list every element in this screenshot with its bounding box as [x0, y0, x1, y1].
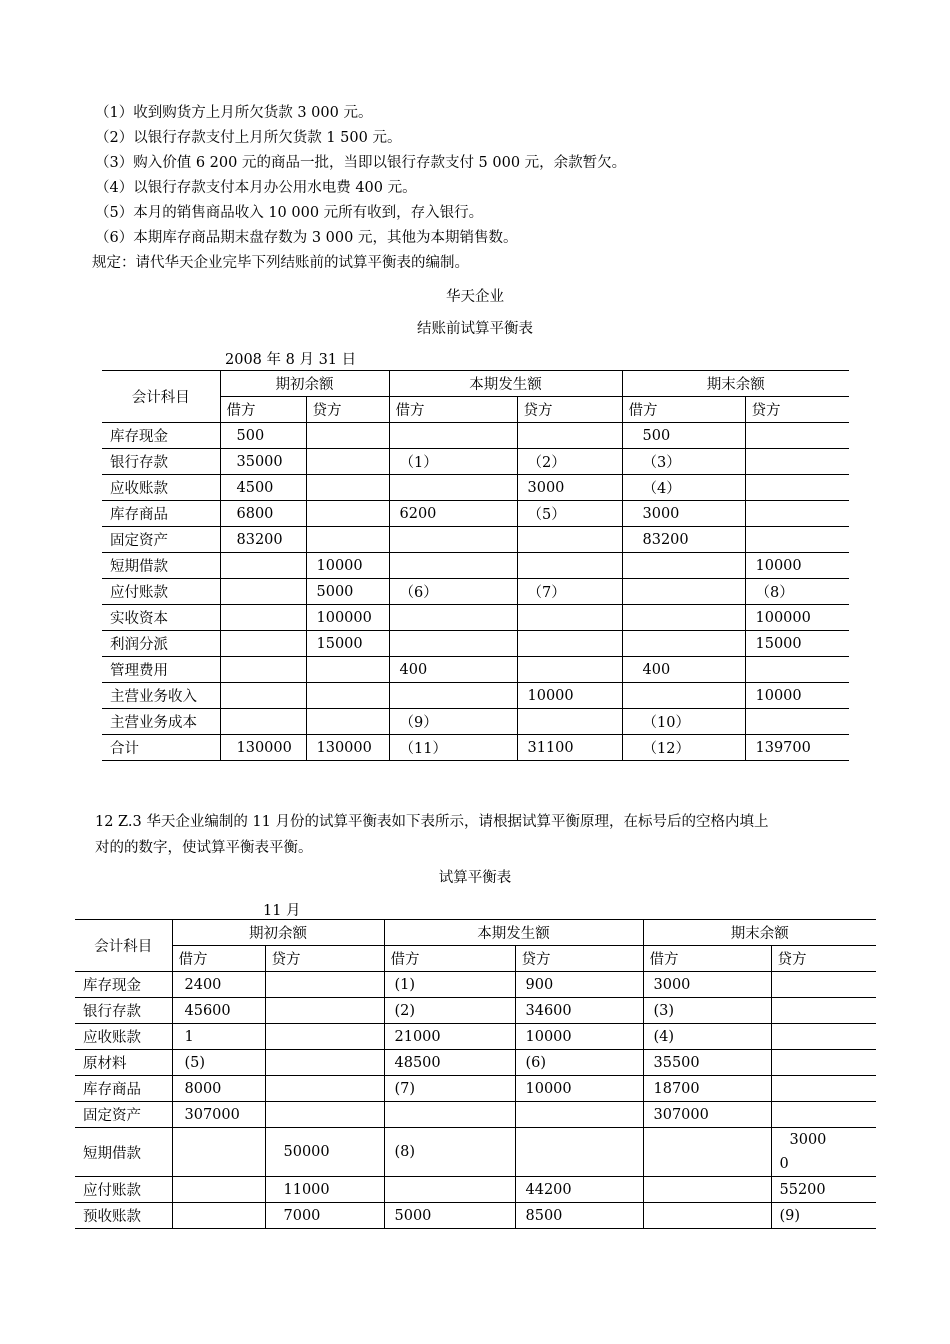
table-row: [102, 475, 849, 501]
period-credit-cell: 34600: [515, 998, 643, 1024]
header-debit: 借方: [643, 946, 771, 972]
account-cell: 库存商品: [75, 1076, 172, 1102]
table-row: [102, 709, 849, 735]
period-debit-cell: 6200: [389, 501, 517, 527]
closing-credit-cell: 139700: [745, 735, 849, 761]
closing-credit-cell: [745, 657, 849, 683]
intro-line-6: （6）本期库存商品期末盘存数为 3 000 元，其他为本期销售数。: [95, 230, 518, 246]
opening-credit-cell: [306, 683, 389, 709]
closing-debit-cell: 500: [622, 423, 745, 449]
closing-debit-cell: 83200: [622, 527, 745, 553]
closing-debit-cell: 35500: [643, 1050, 771, 1076]
closing-debit-cell: [622, 683, 745, 709]
account-cell: 库存商品: [102, 501, 220, 527]
trial-balance-table-2: [75, 919, 876, 1229]
header-closing-balance: 期末余额: [622, 371, 849, 397]
table-row: [102, 527, 849, 553]
period-debit-cell: [389, 527, 517, 553]
closing-debit-cell: 18700: [643, 1076, 771, 1102]
wrapped-value-line-2: 0: [779, 1156, 789, 1172]
closing-debit-cell: （3）: [622, 449, 745, 475]
account-cell: 主营业务收入: [102, 683, 220, 709]
table-row: [102, 501, 849, 527]
period-debit-cell: (8): [384, 1128, 515, 1177]
table-row: [75, 972, 876, 998]
header-debit: 借方: [389, 397, 517, 423]
closing-debit-cell: (4): [643, 1024, 771, 1050]
header-credit: 贷方: [517, 397, 622, 423]
header-credit: 贷方: [745, 397, 849, 423]
header-credit: 贷方: [265, 946, 384, 972]
table2-title: 试算平衡表: [438, 870, 512, 886]
period-debit-cell: (7): [384, 1076, 515, 1102]
table-row: [75, 1203, 876, 1229]
opening-debit-cell: [220, 683, 306, 709]
opening-credit-cell: [265, 972, 384, 998]
period-credit-cell: 10000: [515, 1024, 643, 1050]
requirement-line: 规定：请代华天企业完毕下列结账前的试算平衡表的编制。: [92, 255, 469, 271]
closing-debit-cell: （10）: [622, 709, 745, 735]
table-row: [75, 1050, 876, 1076]
closing-credit-cell: [771, 1024, 876, 1050]
period-debit-cell: （6）: [389, 579, 517, 605]
closing-credit-cell: [745, 709, 849, 735]
opening-debit-cell: 130000: [220, 735, 306, 761]
opening-debit-cell: 1: [172, 1024, 265, 1050]
opening-credit-cell: 50000: [265, 1128, 384, 1177]
intro-line-1: （1）收到购货方上月所欠货款 3 000 元。: [95, 105, 373, 121]
opening-debit-cell: [172, 1128, 265, 1177]
opening-debit-cell: [172, 1203, 265, 1229]
account-cell: 短期借款: [75, 1128, 172, 1177]
opening-credit-cell: [306, 527, 389, 553]
table-row: [75, 998, 876, 1024]
account-cell: 管理费用: [102, 657, 220, 683]
closing-credit-cell: [771, 1076, 876, 1102]
header-opening-balance: 期初余额: [220, 371, 389, 397]
closing-credit-cell: 55200: [771, 1177, 876, 1203]
closing-credit-cell: [771, 1050, 876, 1076]
period-credit-cell: [517, 657, 622, 683]
table1-date: 2008 年 8 月 31 日: [225, 352, 357, 368]
closing-credit-cell: [745, 501, 849, 527]
closing-credit-cell: [771, 998, 876, 1024]
closing-debit-cell: [643, 1177, 771, 1203]
opening-debit-cell: 307000: [172, 1102, 265, 1128]
period-credit-cell: [515, 1102, 643, 1128]
account-cell: 实收资本: [102, 605, 220, 631]
opening-debit-cell: 2400: [172, 972, 265, 998]
closing-debit-cell: [622, 605, 745, 631]
header-opening-balance: 期初余额: [172, 920, 384, 946]
period-debit-cell: 400: [389, 657, 517, 683]
opening-credit-cell: [306, 657, 389, 683]
period-credit-cell: 10000: [517, 683, 622, 709]
opening-debit-cell: [220, 579, 306, 605]
opening-credit-cell: [265, 1050, 384, 1076]
account-cell: 合计: [102, 735, 220, 761]
table2-date: 11 月: [263, 903, 301, 919]
period-credit-cell: 44200: [515, 1177, 643, 1203]
intro-line-3: （3）购入价值 6 200 元的商品一批，当即以银行存款支付 5 000 元，余款暂欠。: [95, 155, 627, 171]
period-credit-cell: 8500: [515, 1203, 643, 1229]
closing-debit-cell: [622, 579, 745, 605]
opening-debit-cell: 8000: [172, 1076, 265, 1102]
table-row: [75, 1102, 876, 1128]
opening-debit-cell: [220, 631, 306, 657]
table-row: [102, 449, 849, 475]
header-account: 会计科目: [75, 920, 172, 972]
period-credit-cell: [515, 1128, 643, 1177]
account-cell: 银行存款: [102, 449, 220, 475]
opening-debit-cell: 83200: [220, 527, 306, 553]
closing-credit-cell: [745, 423, 849, 449]
opening-debit-cell: 45600: [172, 998, 265, 1024]
period-debit-cell: （9）: [389, 709, 517, 735]
opening-credit-cell: [265, 1024, 384, 1050]
opening-credit-cell: 130000: [306, 735, 389, 761]
period-debit-cell: [384, 1102, 515, 1128]
closing-credit-cell: （8）: [745, 579, 849, 605]
opening-credit-cell: [306, 423, 389, 449]
period-debit-cell: （1）: [389, 449, 517, 475]
account-cell: 应付账款: [75, 1177, 172, 1203]
period-credit-cell: 900: [515, 972, 643, 998]
account-cell: 主营业务成本: [102, 709, 220, 735]
question2-line-2: 对的的数字，使试算平衡表平衡。: [95, 840, 313, 856]
opening-credit-cell: 15000: [306, 631, 389, 657]
period-credit-cell: （2）: [517, 449, 622, 475]
opening-credit-cell: [306, 449, 389, 475]
period-credit-cell: [517, 605, 622, 631]
period-debit-cell: [389, 553, 517, 579]
opening-debit-cell: [220, 709, 306, 735]
table-row: [102, 631, 849, 657]
closing-credit-cell: [771, 1102, 876, 1128]
intro-line-2: （2）以银行存款支付上月所欠货款 1 500 元。: [95, 130, 402, 146]
closing-debit-cell: 400: [622, 657, 745, 683]
period-debit-cell: [389, 605, 517, 631]
header-debit: 借方: [172, 946, 265, 972]
opening-debit-cell: (5): [172, 1050, 265, 1076]
period-credit-cell: [517, 631, 622, 657]
closing-credit-cell: [771, 972, 876, 998]
period-credit-cell: [517, 553, 622, 579]
header-debit: 借方: [384, 946, 515, 972]
header-credit: 贷方: [771, 946, 876, 972]
table-row: [75, 1076, 876, 1102]
opening-credit-cell: [306, 501, 389, 527]
account-cell: 银行存款: [75, 998, 172, 1024]
table-row: [102, 579, 849, 605]
question2-line-1: 12 Z.3 华天企业编制的 11 月份的试算平衡表如下表所示，请根据试算平衡原理，在标号后的空格内填上: [95, 814, 769, 830]
closing-credit-cell: 10000: [745, 683, 849, 709]
header-debit: 借方: [220, 397, 306, 423]
table-row: [102, 735, 849, 761]
period-debit-cell: [389, 631, 517, 657]
opening-credit-cell: 11000: [265, 1177, 384, 1203]
closing-debit-cell: 307000: [643, 1102, 771, 1128]
header-debit: 借方: [622, 397, 745, 423]
account-cell: 应付账款: [102, 579, 220, 605]
opening-debit-cell: [220, 657, 306, 683]
company-name: 华天企业: [446, 289, 504, 305]
opening-debit-cell: [172, 1177, 265, 1203]
period-credit-cell: （7）: [517, 579, 622, 605]
opening-debit-cell: 35000: [220, 449, 306, 475]
table-row: [102, 423, 849, 449]
trial-balance-table-1: [102, 370, 849, 761]
account-cell: 应收账款: [102, 475, 220, 501]
closing-credit-cell: [745, 449, 849, 475]
period-debit-cell: 48500: [384, 1050, 515, 1076]
header-closing-balance: 期末余额: [643, 920, 876, 946]
header-account: 会计科目: [102, 371, 220, 423]
table-row: [102, 657, 849, 683]
opening-credit-cell: 5000: [306, 579, 389, 605]
intro-line-4: （4）以银行存款支付本月办公用水电费 400 元。: [95, 180, 417, 196]
header-credit: 贷方: [306, 397, 389, 423]
closing-debit-cell: [622, 553, 745, 579]
closing-debit-cell: （12）: [622, 735, 745, 761]
period-debit-cell: (1): [384, 972, 515, 998]
wrapped-value-line-1: 3000: [789, 1132, 827, 1148]
period-debit-cell: [389, 475, 517, 501]
closing-debit-cell: (3): [643, 998, 771, 1024]
opening-credit-cell: [306, 709, 389, 735]
table-row: [102, 553, 849, 579]
intro-line-5: （5）本月的销售商品收入 10 000 元所有收到，存入银行。: [95, 205, 484, 221]
table-row: [75, 1024, 876, 1050]
opening-credit-cell: 7000: [265, 1203, 384, 1229]
period-credit-cell: [517, 423, 622, 449]
table-row: [75, 1177, 876, 1203]
period-debit-cell: （11）: [389, 735, 517, 761]
closing-credit-cell: 100000: [745, 605, 849, 631]
period-debit-cell: 21000: [384, 1024, 515, 1050]
period-credit-cell: 31100: [517, 735, 622, 761]
account-cell: 利润分派: [102, 631, 220, 657]
period-credit-cell: （5）: [517, 501, 622, 527]
opening-credit-cell: 100000: [306, 605, 389, 631]
table-row: [102, 683, 849, 709]
opening-debit-cell: 500: [220, 423, 306, 449]
opening-credit-cell: 10000: [306, 553, 389, 579]
period-debit-cell: [389, 683, 517, 709]
header-period-amount: 本期发生额: [389, 371, 622, 397]
closing-debit-cell: （4）: [622, 475, 745, 501]
period-credit-cell: 3000: [517, 475, 622, 501]
table-row: [75, 1128, 876, 1177]
account-cell: 预收账款: [75, 1203, 172, 1229]
closing-credit-cell: 10000: [745, 553, 849, 579]
header-credit: 贷方: [515, 946, 643, 972]
table1-title: 结账前试算平衡表: [417, 321, 533, 337]
opening-debit-cell: [220, 605, 306, 631]
closing-credit-cell: (9): [771, 1203, 876, 1229]
account-cell: 应收账款: [75, 1024, 172, 1050]
closing-debit-cell: [643, 1128, 771, 1177]
opening-debit-cell: 6800: [220, 501, 306, 527]
account-cell: 原材料: [75, 1050, 172, 1076]
period-debit-cell: [384, 1177, 515, 1203]
opening-credit-cell: [306, 475, 389, 501]
period-credit-cell: [517, 527, 622, 553]
closing-credit-cell: 15000: [745, 631, 849, 657]
period-credit-cell: (6): [515, 1050, 643, 1076]
period-credit-cell: 10000: [515, 1076, 643, 1102]
opening-debit-cell: 4500: [220, 475, 306, 501]
closing-debit-cell: [643, 1203, 771, 1229]
opening-debit-cell: [220, 553, 306, 579]
opening-credit-cell: [265, 1102, 384, 1128]
period-debit-cell: (2): [384, 998, 515, 1024]
account-cell: 库存现金: [102, 423, 220, 449]
closing-credit-cell: [745, 527, 849, 553]
account-cell: 短期借款: [102, 553, 220, 579]
opening-credit-cell: [265, 998, 384, 1024]
closing-debit-cell: 3000: [622, 501, 745, 527]
account-cell: 库存现金: [75, 972, 172, 998]
period-debit-cell: [389, 423, 517, 449]
closing-debit-cell: [622, 631, 745, 657]
closing-credit-cell: [771, 1128, 876, 1177]
closing-debit-cell: 3000: [643, 972, 771, 998]
period-credit-cell: [517, 709, 622, 735]
table-row: [102, 605, 849, 631]
opening-credit-cell: [265, 1076, 384, 1102]
account-cell: 固定资产: [102, 527, 220, 553]
closing-credit-cell: [745, 475, 849, 501]
header-period-amount: 本期发生额: [384, 920, 643, 946]
account-cell: 固定资产: [75, 1102, 172, 1128]
period-debit-cell: 5000: [384, 1203, 515, 1229]
